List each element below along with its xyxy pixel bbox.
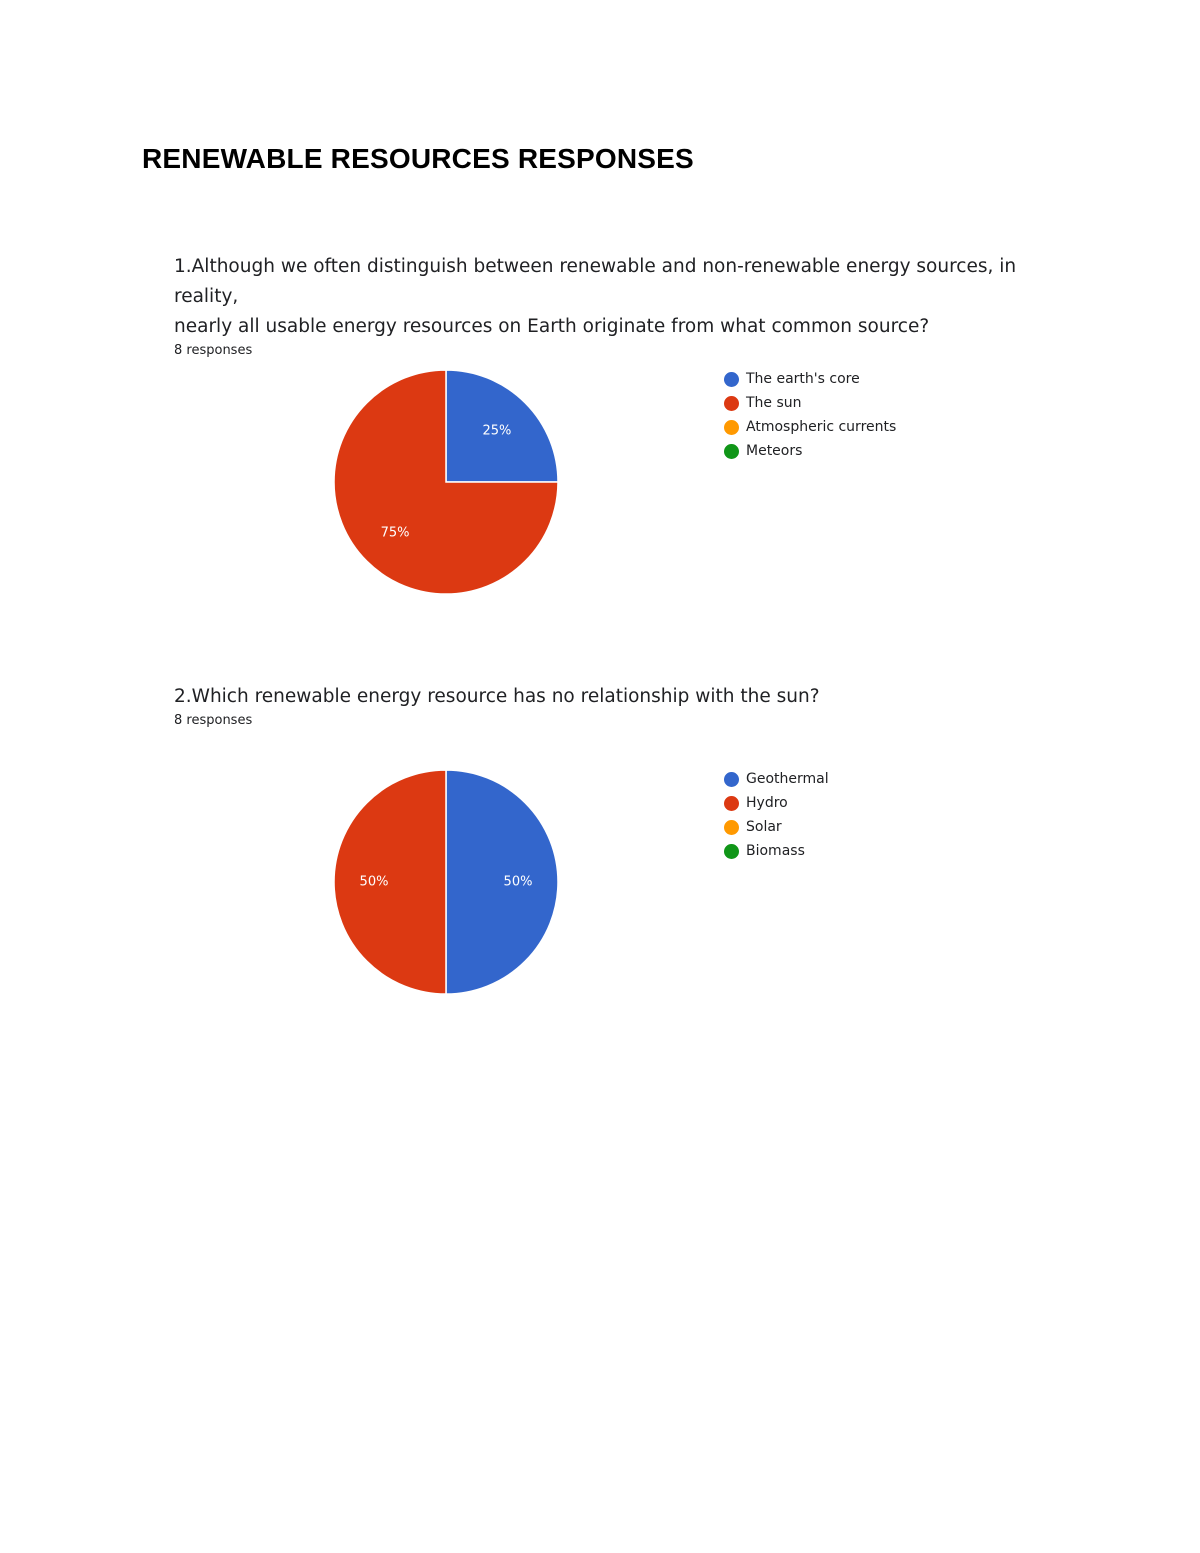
legend-item [724, 767, 829, 791]
pie-slice-label-2: 75% [380, 525, 410, 541]
question-1-line-2: nearly all usable energy resources on Earth originate from what common source? [174, 316, 930, 337]
legend-label: The earth's core [746, 371, 860, 387]
legend-item [724, 791, 829, 815]
legend-item [724, 415, 896, 439]
pie-slice-1 [446, 770, 558, 994]
legend-label: Biomass [746, 843, 805, 859]
legend-item [724, 367, 896, 391]
pie-slice-label-1: 25% [482, 423, 512, 439]
question-1-legend [724, 367, 896, 463]
question-1-line-1: 1.Although we often distinguish between renewable and non-renewable energy sources, in reality, [174, 256, 1017, 307]
question-1 [174, 252, 1074, 360]
legend-swatch-icon [724, 396, 739, 411]
question-1-response-count: 8 responses [174, 343, 253, 358]
legend-swatch-icon [724, 820, 739, 835]
legend-label: Hydro [746, 795, 788, 811]
question-1-text [174, 252, 1074, 342]
pie-slice-label-2: 50% [359, 874, 389, 890]
legend-label: Geothermal [746, 771, 829, 787]
legend-item [724, 839, 829, 863]
legend-swatch-icon [724, 772, 739, 787]
legend-swatch-icon [724, 372, 739, 387]
question-2 [174, 682, 1074, 730]
question-2-legend [724, 767, 829, 863]
legend-label: Solar [746, 819, 782, 835]
legend-swatch-icon [724, 444, 739, 459]
page-title: RENEWABLE RESOURCES RESPONSES [142, 143, 694, 174]
question-2-response-count: 8 responses [174, 713, 253, 728]
legend-swatch-icon [724, 796, 739, 811]
legend-item [724, 439, 896, 463]
pie-slice-label-1: 50% [503, 874, 533, 890]
pie-slice-2 [334, 770, 446, 994]
question-2-line-1: 2.Which renewable energy resource has no relationship with the sun? [174, 686, 820, 707]
question-2-text [174, 682, 1074, 712]
legend-label: Meteors [746, 443, 803, 459]
legend-item [724, 391, 896, 415]
legend-swatch-icon [724, 844, 739, 859]
legend-label: Atmospheric currents [746, 419, 897, 435]
legend-item [724, 815, 829, 839]
question-2-pie-chart [330, 766, 562, 998]
legend-swatch-icon [724, 420, 739, 435]
legend-label: The sun [746, 395, 802, 411]
question-1-pie-chart [330, 366, 562, 598]
